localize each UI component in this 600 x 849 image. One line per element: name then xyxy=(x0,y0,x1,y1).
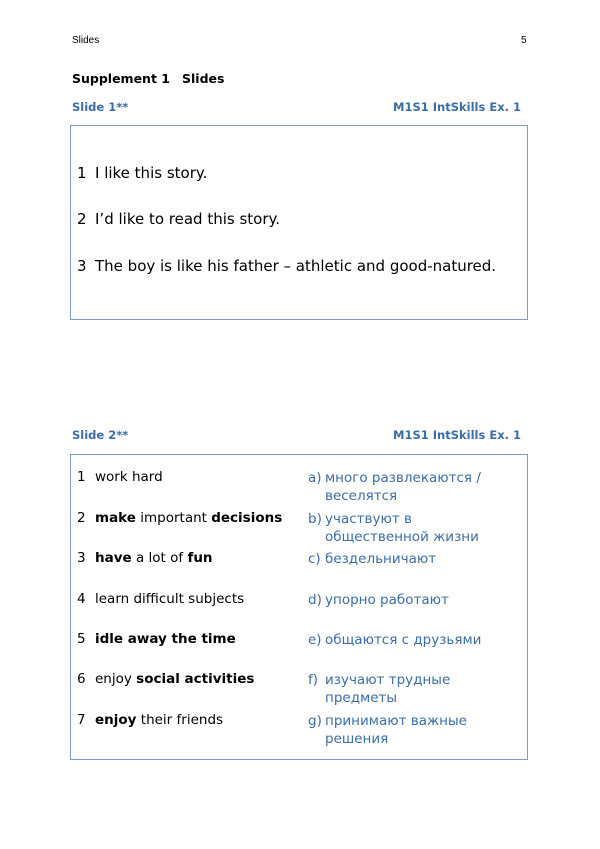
phrase-number: 4 xyxy=(77,591,86,607)
slide1-label: Slide 1** xyxy=(72,100,129,114)
phrase-number: 5 xyxy=(77,631,86,647)
translation-letter: b) xyxy=(308,511,322,527)
phrase-item-5 xyxy=(77,631,236,647)
slide1-box xyxy=(70,125,528,320)
translation-text: принимают важные решения xyxy=(325,713,467,747)
phrase-item-1 xyxy=(77,469,163,485)
translation-text: участвуют в общественной жизни xyxy=(325,511,479,545)
translation-letter: e) xyxy=(308,632,322,648)
phrase-bold: enjoy xyxy=(95,712,137,728)
translation-text: общаются с друзьями xyxy=(325,632,482,648)
phrase-text: work hard xyxy=(95,469,163,485)
translation-item-g xyxy=(308,712,515,748)
translation-item-d xyxy=(308,591,515,609)
phrase-item-4 xyxy=(77,591,244,607)
translation-letter: g) xyxy=(308,713,322,729)
phrase-text: important xyxy=(135,510,212,526)
supplement-title-part2: Slides xyxy=(182,71,225,86)
line-text: I like this story. xyxy=(95,164,208,182)
phrase-number: 6 xyxy=(77,671,86,687)
slide2-reference: M1S1 IntSkills Ex. 1 xyxy=(393,428,521,442)
phrase-number: 3 xyxy=(77,550,86,566)
phrase-bold: have xyxy=(95,550,132,566)
phrase-number: 2 xyxy=(77,510,86,526)
supplement-title-part1: Supplement 1 xyxy=(72,71,170,86)
translation-letter: a) xyxy=(308,470,322,486)
translation-item-f xyxy=(308,671,515,707)
slide1-line-2 xyxy=(77,210,280,228)
phrase-item-6 xyxy=(77,671,254,687)
line-text: I’d like to read this story. xyxy=(95,210,281,228)
slide2-box xyxy=(70,454,528,760)
phrase-number: 1 xyxy=(77,469,86,485)
line-number: 3 xyxy=(77,257,87,275)
slide1-reference: M1S1 IntSkills Ex. 1 xyxy=(393,100,521,114)
line-text: The boy is like his father – athletic and good-natured. xyxy=(95,257,497,275)
translation-text: упорно работают xyxy=(325,592,449,608)
phrase-text: their friends xyxy=(136,712,224,728)
phrase-bold: idle away the time xyxy=(95,631,236,647)
supplement-title xyxy=(72,71,224,86)
slide2-label: Slide 2** xyxy=(72,428,129,442)
translation-item-b xyxy=(308,510,515,546)
translation-letter: d) xyxy=(308,592,322,608)
translation-item-c xyxy=(308,550,515,568)
page-number: 5 xyxy=(521,35,527,46)
phrase-bold: decisions xyxy=(211,510,283,526)
translation-letter: c) xyxy=(308,551,321,567)
phrase-item-3 xyxy=(77,550,213,566)
phrase-text: learn difficult subjects xyxy=(95,591,245,607)
translation-item-e xyxy=(308,631,515,649)
phrase-item-2 xyxy=(77,510,282,526)
phrase-bold: fun xyxy=(187,550,213,566)
phrase-text: enjoy xyxy=(95,671,137,687)
translation-text: изучают трудные предметы xyxy=(325,672,451,706)
running-head-title: Slides xyxy=(72,35,100,46)
line-number: 1 xyxy=(77,164,87,182)
translation-letter: f) xyxy=(308,672,319,688)
translation-text: бездельничают xyxy=(325,551,437,567)
line-number: 2 xyxy=(77,210,87,228)
translation-item-a xyxy=(308,469,515,505)
slide1-line-1 xyxy=(77,164,207,182)
slide1-line-3 xyxy=(77,257,496,275)
phrase-bold: make xyxy=(95,510,136,526)
translation-text: много развлекаются / веселятся xyxy=(325,470,481,504)
phrase-text: a lot of xyxy=(131,550,188,566)
phrase-item-7 xyxy=(77,712,223,728)
phrase-number: 7 xyxy=(77,712,86,728)
phrase-bold: social activities xyxy=(136,671,255,687)
